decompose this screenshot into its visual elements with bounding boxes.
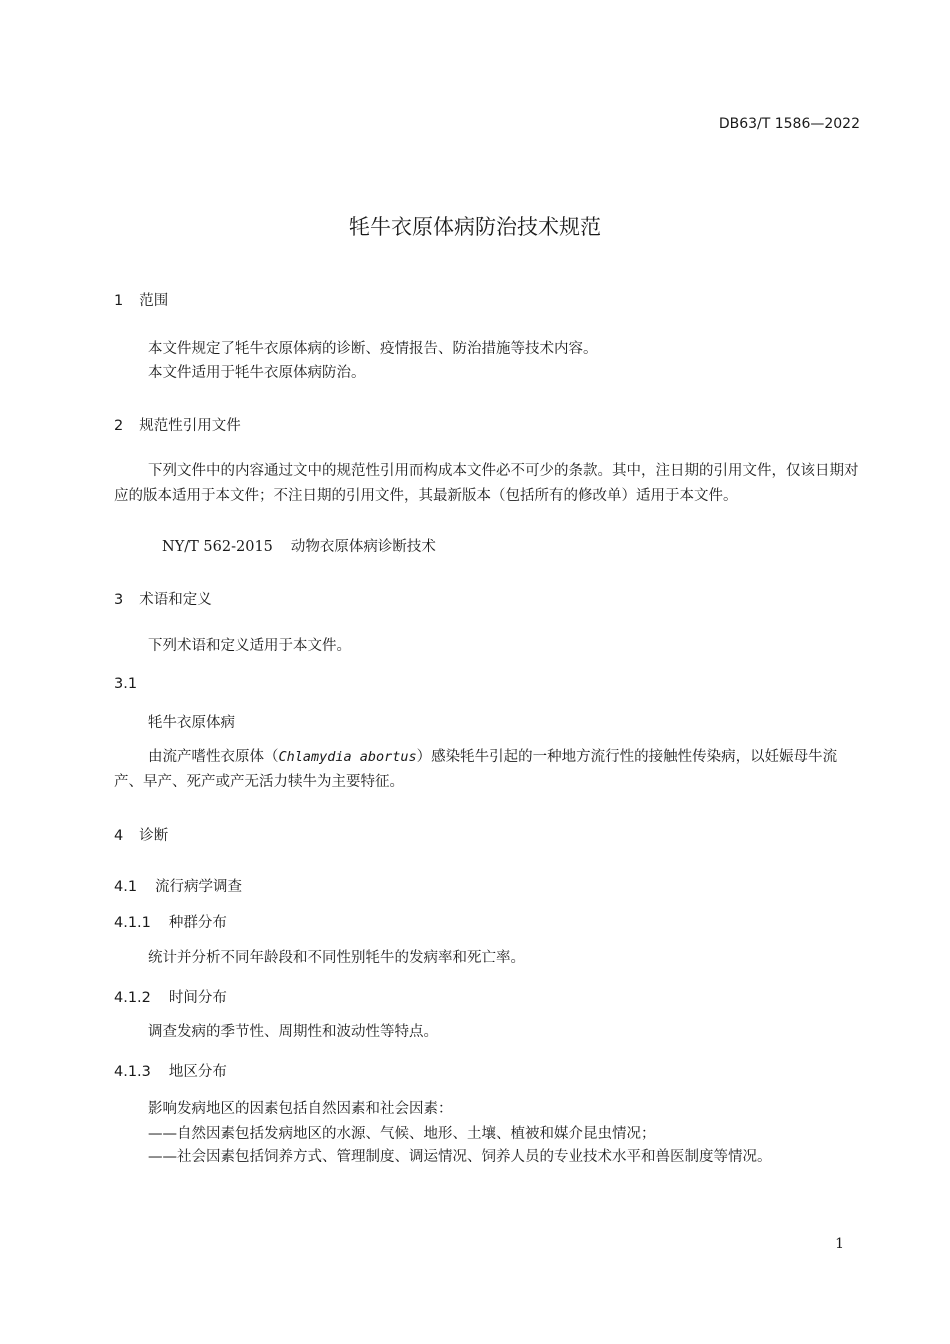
definition-text: 由流产嗜性衣原体（ bbox=[148, 749, 279, 765]
paragraph: 本文件规定了牦牛衣原体病的诊断、疫情报告、防治措施等技术内容。 bbox=[148, 341, 598, 357]
paragraph: 下列文件中的内容通过文中的规范性引用而构成本文件必不可少的条款。其中，注日期的引用文件，仅该日期对应的版本适用于本文件；不注日期的引用文件，其最新版本（包括所有的修改单）适用于本文件。 bbox=[114, 463, 859, 504]
section-title: 地区分布 bbox=[168, 1064, 227, 1080]
list-item: ——社会因素包括饲养方式、管理制度、调运情况、饲养人员的专业技术水平和兽医制度等情况。 bbox=[148, 1149, 772, 1165]
document-code: DB63/T 1586—2022 bbox=[718, 116, 860, 132]
page-title: 牦牛衣原体病防治技术规范 bbox=[349, 215, 601, 239]
section-number: 4.1.1 bbox=[114, 915, 151, 931]
section-number: 4.1.2 bbox=[114, 990, 151, 1006]
subsection-4-1-2-heading bbox=[114, 986, 227, 1007]
section-1-heading bbox=[114, 289, 168, 310]
term-definition bbox=[114, 745, 860, 795]
reference-title: 动物衣原体病诊断技术 bbox=[290, 539, 436, 555]
section-title: 诊断 bbox=[139, 828, 169, 844]
section-4-heading bbox=[114, 824, 168, 845]
definition-text: ）感染牦牛引起的一种地方流行性的接触性传染病，以妊娠母牛流产、早产、死产或产无活力犊牛为主要特征。 bbox=[114, 749, 838, 790]
section-title: 时间分布 bbox=[168, 990, 227, 1006]
section-title: 种群分布 bbox=[168, 915, 227, 931]
paragraph: 调查发病的季节性、周期性和波动性等特点。 bbox=[148, 1024, 438, 1040]
section-number: 2 bbox=[114, 418, 124, 434]
section-title: 流行病学调查 bbox=[155, 879, 243, 895]
latin-name: Chlamydia abortus bbox=[278, 749, 417, 765]
section-3-heading bbox=[114, 588, 212, 609]
section-number: 4 bbox=[114, 828, 124, 844]
section-title: 规范性引用文件 bbox=[139, 418, 241, 434]
subsection-4-1-3-heading bbox=[114, 1060, 227, 1081]
paragraph: 下列术语和定义适用于本文件。 bbox=[148, 638, 351, 654]
section-number: 3 bbox=[114, 592, 124, 608]
paragraph: 本文件适用于牦牛衣原体病防治。 bbox=[148, 365, 366, 381]
section-2-heading bbox=[114, 414, 241, 435]
subsection-number: 3.1 bbox=[114, 676, 138, 692]
normative-reference bbox=[162, 534, 436, 560]
subsection-4-1-heading bbox=[114, 875, 242, 896]
section-number: 4.1 bbox=[114, 879, 138, 895]
term-heading: 牦牛衣原体病 bbox=[148, 715, 235, 731]
paragraph: 统计并分析不同年龄段和不同性别牦牛的发病率和死亡率。 bbox=[148, 950, 525, 966]
list-item: ——自然因素包括发病地区的水源、气候、地形、土壤、植被和媒介昆虫情况； bbox=[148, 1126, 656, 1142]
paragraph: 影响发病地区的因素包括自然因素和社会因素： bbox=[148, 1101, 453, 1117]
subsection-4-1-1-heading bbox=[114, 911, 227, 932]
page-number: 1 bbox=[835, 1236, 844, 1252]
section-number: 4.1.3 bbox=[114, 1064, 151, 1080]
section-number: 1 bbox=[114, 293, 124, 309]
reference-code: NY/T 562-2015 bbox=[162, 539, 273, 555]
section-title: 范围 bbox=[139, 293, 169, 309]
section-title: 术语和定义 bbox=[139, 592, 212, 608]
